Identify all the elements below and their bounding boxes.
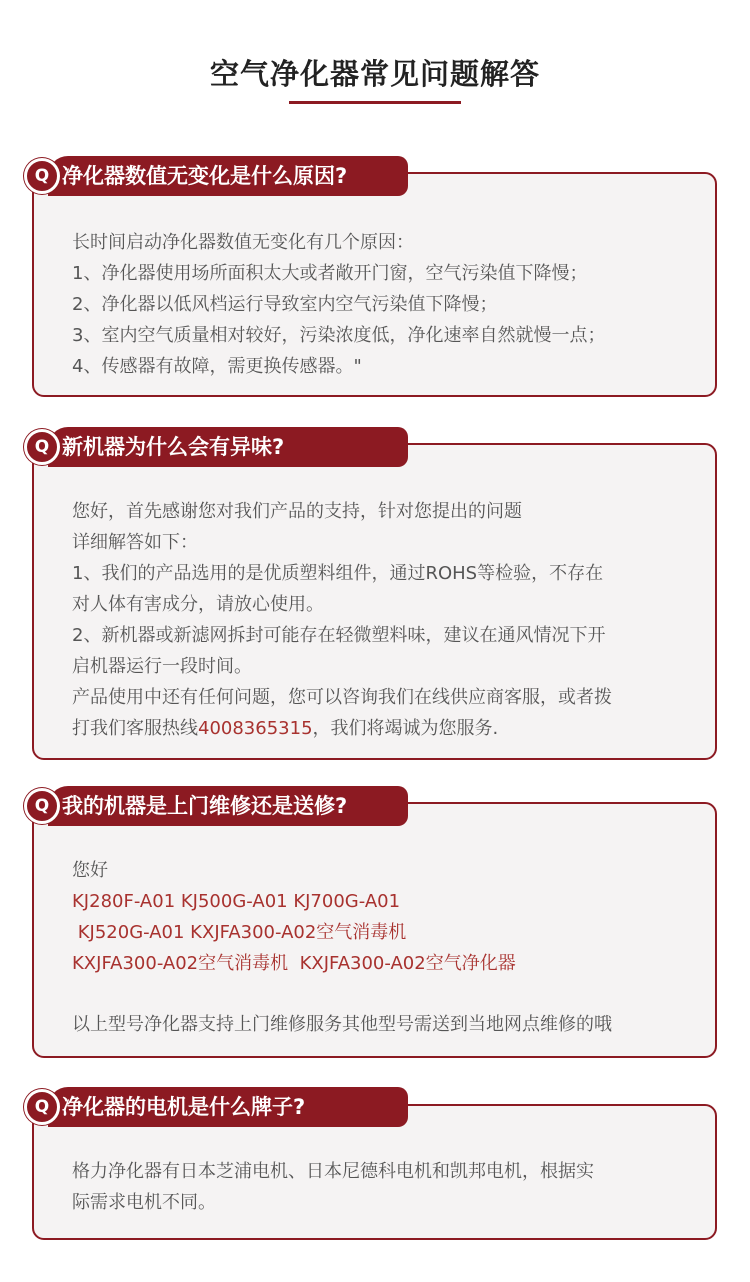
faq-question-3: 我的机器是上门维修还是送修?	[48, 786, 408, 826]
faq-answer-1	[72, 227, 712, 382]
hotline-number: 4008365315	[198, 718, 313, 739]
answer-line: 您好，首先感谢您对我们产品的支持，针对您提出的问题	[72, 501, 522, 522]
q-badge-icon: Q	[24, 788, 60, 824]
faq-question-1: 净化器数值无变化是什么原因?	[48, 156, 408, 196]
title-underline	[289, 101, 461, 104]
answer-line: 对人体有害成分，请放心使用。	[72, 594, 324, 615]
answer-line: 格力净化器有日本芝浦电机、日本尼德科电机和凯邦电机，根据实	[72, 1161, 594, 1182]
model-list-line: KJ280F-A01 KJ500G-A01 KJ700G-A01	[72, 891, 401, 912]
answer-line: 长时间启动净化器数值无变化有几个原因：	[72, 232, 414, 253]
answer-greeting: 您好	[72, 860, 108, 881]
answer-line: 产品使用中还有任何问题，您可以咨询我们在线供应商客服，或者拨	[72, 687, 612, 708]
q-badge-icon: Q	[24, 429, 60, 465]
answer-line: 际需求电机不同。	[72, 1192, 216, 1213]
answer-line: 1、净化器使用场所面积太大或者敞开门窗，空气污染值下降慢；	[72, 263, 588, 284]
q-badge-icon: Q	[24, 158, 60, 194]
hotline-prefix: 打我们客服热线	[72, 718, 198, 739]
faq-question-4: 净化器的电机是什么牌子?	[48, 1087, 408, 1127]
faq-answer-3	[72, 855, 712, 1040]
faq-answer-4	[72, 1156, 712, 1218]
answer-line: 1、我们的产品选用的是优质塑料组件，通过ROHS等检验，不存在	[72, 563, 604, 584]
faq-question-2: 新机器为什么会有异味?	[48, 427, 408, 467]
page-title: 空气净化器常见问题解答	[209, 57, 540, 91]
answer-line: 详细解答如下：	[72, 532, 198, 553]
answer-line-hotline	[72, 713, 712, 744]
q-badge-icon: Q	[24, 1089, 60, 1125]
answer-line: 2、净化器以低风档运行导致室内空气污染值下降慢；	[72, 294, 498, 315]
faq-answer-2	[72, 496, 712, 744]
answer-line: 2、新机器或新滤网拆封可能存在轻微塑料味，建议在通风情况下开	[72, 625, 606, 646]
answer-line: 启机器运行一段时间。	[72, 656, 252, 677]
model-list-line: KJ520G-A01 KXJFA300-A02空气消毒机	[72, 922, 407, 943]
answer-note: 以上型号净化器支持上门维修服务其他型号需送到当地网点维修的哦	[72, 1014, 612, 1035]
model-list-line: KXJFA300-A02空气消毒机 KXJFA300-A02空气净化器	[72, 953, 516, 974]
answer-line: 4、传感器有故障，需更换传感器。"	[72, 356, 362, 377]
answer-line: 3、室内空气质量相对较好，污染浓度低，净化速率自然就慢一点；	[72, 325, 606, 346]
hotline-suffix: ，我们将竭诚为您服务.	[312, 718, 499, 739]
